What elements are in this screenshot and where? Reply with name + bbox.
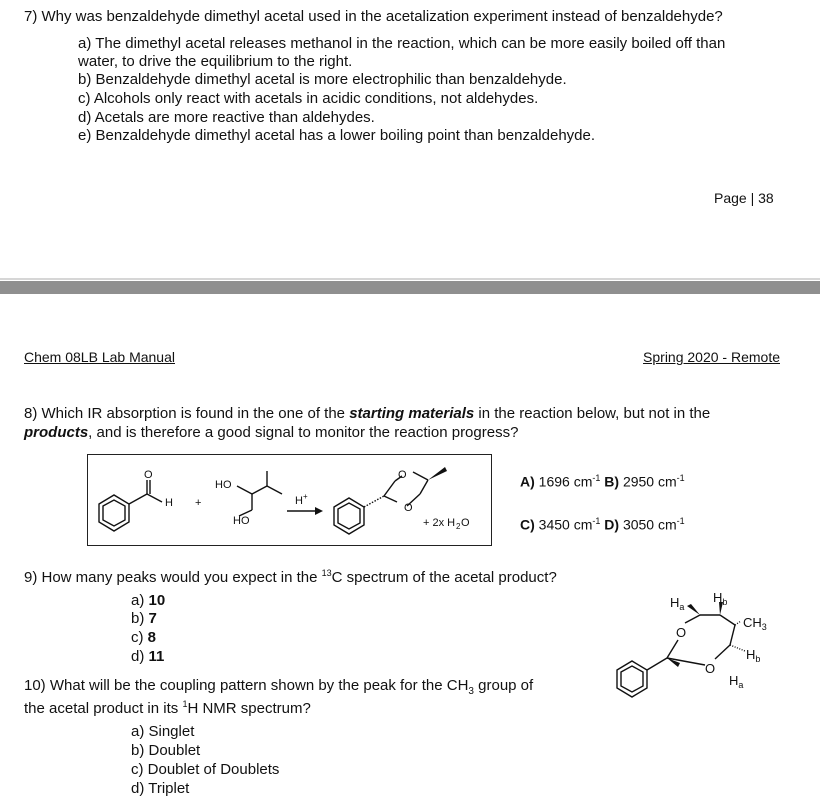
svg-text:Hb: $H_b$ [713, 590, 728, 607]
svg-text:H: H [295, 495, 303, 507]
q8-question-line2: products, and is therefore a good signal to monitor the reaction progress? [24, 424, 519, 441]
svg-text:CH3: $CH_3$ [743, 615, 767, 632]
svg-text:O: O [676, 625, 687, 640]
reaction-scheme [87, 454, 493, 547]
svg-text:O: O [705, 661, 716, 676]
svg-text:Ha: $H_a$ [729, 673, 744, 690]
q9-question: 9) How many peaks would you expect in the $^{13}$C spectrum of the acetal product? [24, 568, 557, 586]
svg-text:+: + [195, 497, 202, 509]
svg-text:+ 2x H: + 2x H [423, 517, 456, 529]
benzene-ring-2-inner [338, 503, 360, 529]
q10-option-d: d) Triplet [131, 780, 190, 797]
q9-option-c: c) 8 [131, 629, 157, 646]
methyl-wedge [428, 467, 447, 480]
svg-text:O: O [398, 469, 407, 481]
svg-text:HO: HO [233, 515, 250, 527]
page-separator [0, 281, 820, 294]
q7-question: 7) Why was benzaldehyde dimethyl acetal used in the acetalization experiment instead of benzaldehyde? [24, 8, 723, 25]
page-separator-light [0, 278, 820, 280]
header-course: Chem 08LB Lab Manual [24, 349, 175, 365]
q7-option-a: a) The dimethyl acetal releases methanol in the reaction, which can be more easily boiled off than [78, 35, 726, 52]
svg-text:H: H [165, 497, 173, 509]
q8-choice-c-d: C) 3450 $cm^{-1}$ D) 3050 $cm^{-1}$ [520, 516, 685, 533]
q10-option-a: a) Singlet [131, 723, 195, 740]
q10-question-line2: the acetal product in its $^1$H NMR spectrum? [24, 699, 311, 717]
q9-option-a: a) 10 [131, 592, 166, 609]
header-term: Spring 2020 - Remote [643, 349, 780, 365]
q9-option-b: b) 7 [131, 610, 157, 627]
svg-text:2: 2 [456, 522, 461, 531]
q7-option-c: c) Alcohols only react with acetals in acidic conditions, not aldehydes. [78, 90, 539, 107]
q10-option-b: b) Doublet [131, 742, 201, 759]
svg-text:O: O [404, 502, 413, 514]
q10-option-c: c) Doublet of Doublets [131, 761, 280, 778]
q7-option-e: e) Benzaldehyde dimethyl acetal has a lower boiling point than benzaldehyde. [78, 127, 596, 144]
q10-question-line1: 10) What will be the coupling pattern shown by the peak for the $CH_3$ group of [24, 677, 534, 697]
q7-option-d: d) Acetals are more reactive than aldehydes. [78, 109, 375, 126]
q9-option-d: d) 11 [131, 648, 165, 665]
page-number: Page | 38 [714, 190, 774, 206]
svg-text:Ha: $H_a$ [670, 595, 685, 612]
benzene-ring-1-inner [103, 500, 125, 526]
svg-text:Hb: $H_b$ [746, 647, 761, 664]
q7-option-a-cont: water, to drive the equilibrium to the right. [78, 53, 353, 70]
q8-choice-a-b: A) 1696 $cm^{-1}$ B) 2950 $cm^{-1}$ [520, 473, 685, 490]
svg-text:O: O [461, 517, 470, 529]
q8-question-line1: 8) Which IR absorption is found in the one of the starting materials in the reaction below, but not in the [24, 405, 711, 422]
svg-text:+: + [303, 492, 308, 501]
svg-text:HO: HO [215, 479, 232, 491]
q7-option-b: b) Benzaldehyde dimethyl acetal is more electrophilic than benzaldehyde. [78, 71, 567, 88]
svg-text:O: O [144, 469, 153, 481]
acetal-structure [605, 585, 805, 710]
reaction-arrow-head [315, 507, 323, 515]
